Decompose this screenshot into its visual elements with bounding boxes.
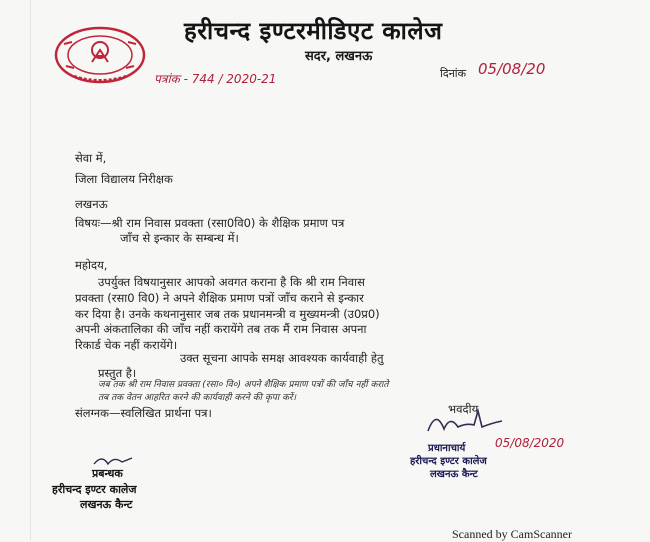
signature-date: 05/08/2020 <box>495 436 565 450</box>
body-line: उपर्युक्त विषयानुसार आपको अवगत कराना है कि श्री राम निवास <box>98 275 365 289</box>
recipient-city: लखनऊ <box>75 197 108 211</box>
manager-city: लखनऊ कैन्ट <box>80 498 133 511</box>
body-line: प्रवक्ता (रसा0 वि0) ने अपने शैक्षिक प्रमाण पत्रों जाँच कराने से इन्कार <box>75 291 364 305</box>
college-seal-logo <box>52 24 148 86</box>
college-address: सदर, लखनऊ <box>305 49 373 64</box>
principal-signature <box>422 405 522 437</box>
body-line: अपनी अंकतालिका की जाँच नहीं करायेंगे तब तक मैं राम निवास अपना <box>75 322 367 336</box>
principal-city: लखनऊ कैन्ट <box>430 469 478 480</box>
scan-edge <box>30 0 31 540</box>
manager-org: हरीचन्द इण्टर कालेज <box>52 483 137 496</box>
college-name: हरीचन्द इण्टरमीडिएट कालेज <box>184 17 443 45</box>
recipient-salutation: सेवा में, <box>75 151 107 165</box>
salutation: महोदय, <box>75 258 108 272</box>
subject-line-1: विषयः—श्री राम निवास प्रवक्ता (रसा0वि0) के शैक्षिक प्रमाण पत्र <box>75 216 345 230</box>
handwritten-note-line: तब तक वेतन आहरित करने की कार्यवाही करने की कृपा करें। <box>98 393 297 403</box>
subject-line-2: जाँच से इन्कार के सम्बन्ध में। <box>120 231 239 245</box>
scanner-watermark: Scanned by CamScanner <box>452 527 572 541</box>
date-value: 05/08/20 <box>478 60 546 78</box>
date-label: दिनांक <box>440 67 467 80</box>
closing-bhavdiya: भवदीय <box>448 402 479 416</box>
principal-org: हरीचन्द इण्टर कालेज <box>410 456 487 467</box>
reference-number: पत्रांक - 744 / 2020-21 <box>154 72 277 86</box>
recipient-officer: जिला विद्यालय निरीक्षक <box>75 172 173 186</box>
body-closing-line-2: प्रस्तुत है। <box>98 366 137 380</box>
body-line: रिकार्ड चेक नहीं करायेंगे। <box>75 338 178 352</box>
body-closing-line-1: उक्त सूचना आपके समक्ष आवश्यक कार्यवाही हेतु <box>180 351 384 365</box>
manager-role: प्रबन्धक <box>92 467 123 480</box>
handwritten-note-line: जब तक श्री राम निवास प्रवक्ता (रसा० वि०) अपने शैक्षिक प्रमाण पत्रों की जाँच नहीं कराते <box>98 380 389 390</box>
enclosure-note: संलग्नक—स्वलिखित प्रार्थना पत्र। <box>75 406 212 420</box>
principal-role: प्रधानाचार्य <box>428 443 466 454</box>
body-line: कर दिया है। उनके कथनानुसार जब तक प्रधानमन्त्री व मुख्यमन्त्री (उ0प्र0) <box>75 307 380 321</box>
